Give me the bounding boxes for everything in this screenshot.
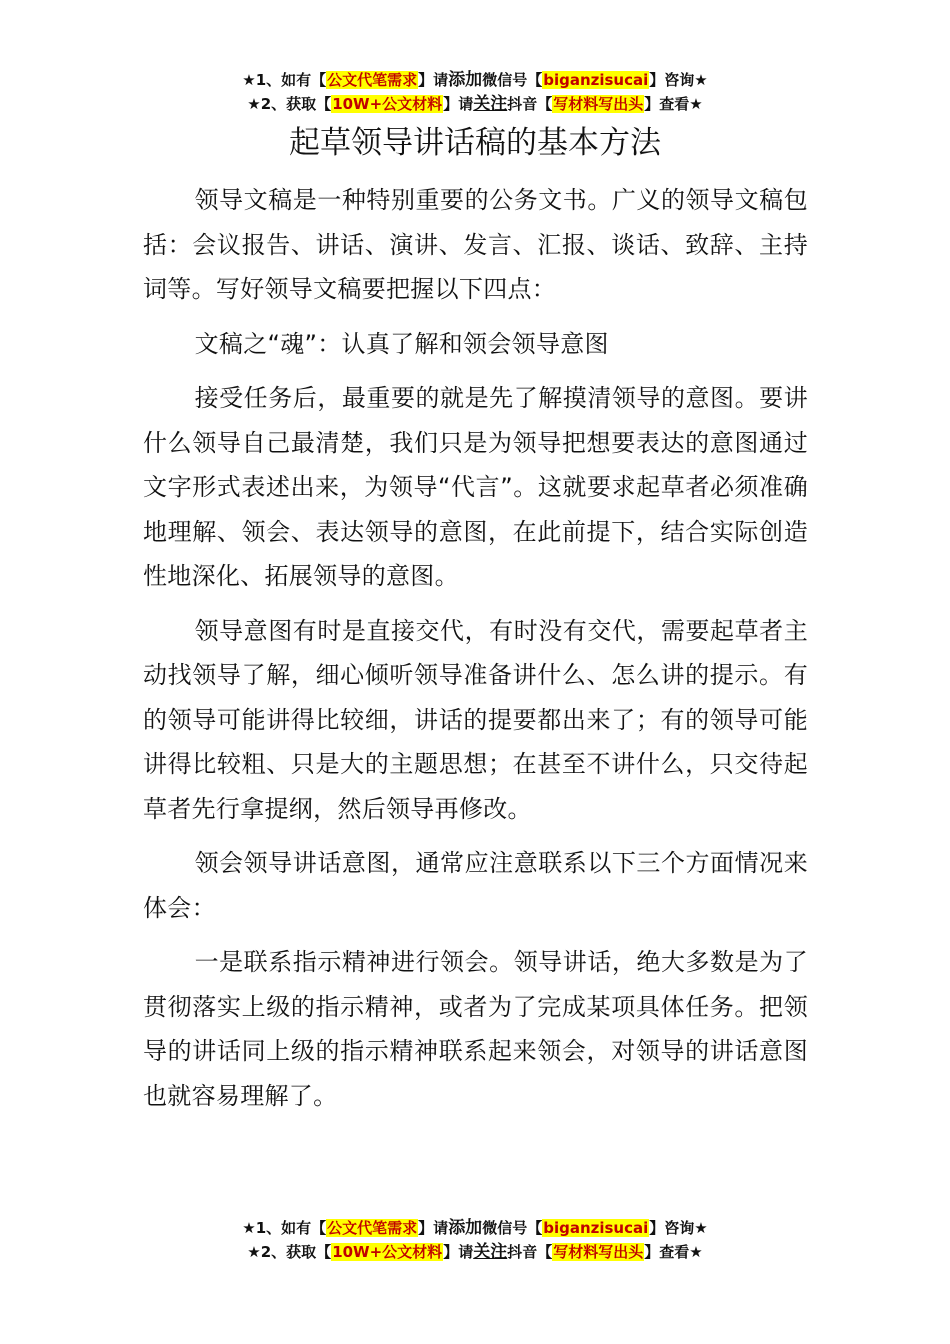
document-body [143, 178, 808, 1128]
paragraph: 接受任务后，最重要的就是先了解摸清领导的意图。要讲什么领导自己最清楚，我们只是为领导把想要表达的意图通过文字形式表述出来，为领导“代言”。这就要求起草者必须准确地理解、领会、表达领导的意图，在此前提下，结合实际创造性地深化、拓展领导的意图。 [143, 384, 808, 590]
banner-line-2: ★2、获取【10W+公文材料】请关注抖音【写材料写出头】查看★ [247, 94, 703, 114]
footer-banner [0, 1216, 950, 1264]
document-title: 起草领导讲话稿的基本方法 [289, 125, 661, 161]
highlight-materials: 10W+公文材料 [332, 1243, 443, 1261]
highlight-douyin: 写材料写出头 [553, 1243, 644, 1261]
highlight-materials: 10W+公文材料 [332, 95, 443, 113]
paragraph: 一是联系指示精神进行领会。领导讲话，绝大多数是为了贯彻落实上级的指示精神，或者为了完成某项具体任务。把领导的讲话同上级的指示精神联系起来领会，对领导的讲话意图也就容易理解了。 [143, 948, 808, 1110]
highlight-service: 公文代笔需求 [327, 1219, 418, 1237]
banner-line-1: ★1、如有【公文代笔需求】请添加微信号【biganzisucai】咨询★ [242, 1218, 708, 1238]
section-heading: 文稿之“魂”：认真了解和领会领导意图 [194, 329, 609, 358]
paragraph: 领导意图有时是直接交代，有时没有交代，需要起草者主动找领导了解，细心倾听领导准备讲什么、怎么讲的提示。有的领导可能讲得比较细，讲话的提要都出来了；有的领导可能讲得比较粗、只是大的主题思想；在甚至不讲什么，只交待起草者先行拿提纲，然后领导再修改。 [143, 616, 808, 823]
header-banner [0, 68, 950, 116]
highlight-service: 公文代笔需求 [327, 71, 418, 89]
highlight-douyin: 写材料写出头 [553, 95, 644, 113]
highlight-wechat-id: biganzisucai [543, 1219, 649, 1237]
banner-line-2: ★2、获取【10W+公文材料】请关注抖音【写材料写出头】查看★ [247, 1242, 703, 1262]
paragraph: 领会领导讲话意图，通常应注意联系以下三个方面情况来体会： [143, 849, 808, 922]
paragraph-intro: 领导文稿是一种特别重要的公务文书。广义的领导文稿包括：会议报告、讲话、演讲、发言、汇报、谈话、致辞、主持词等。写好领导文稿要把握以下四点： [143, 186, 808, 303]
highlight-wechat-id: biganzisucai [543, 71, 649, 89]
banner-line-1: ★1、如有【公文代笔需求】请添加微信号【biganzisucai】咨询★ [242, 70, 708, 90]
